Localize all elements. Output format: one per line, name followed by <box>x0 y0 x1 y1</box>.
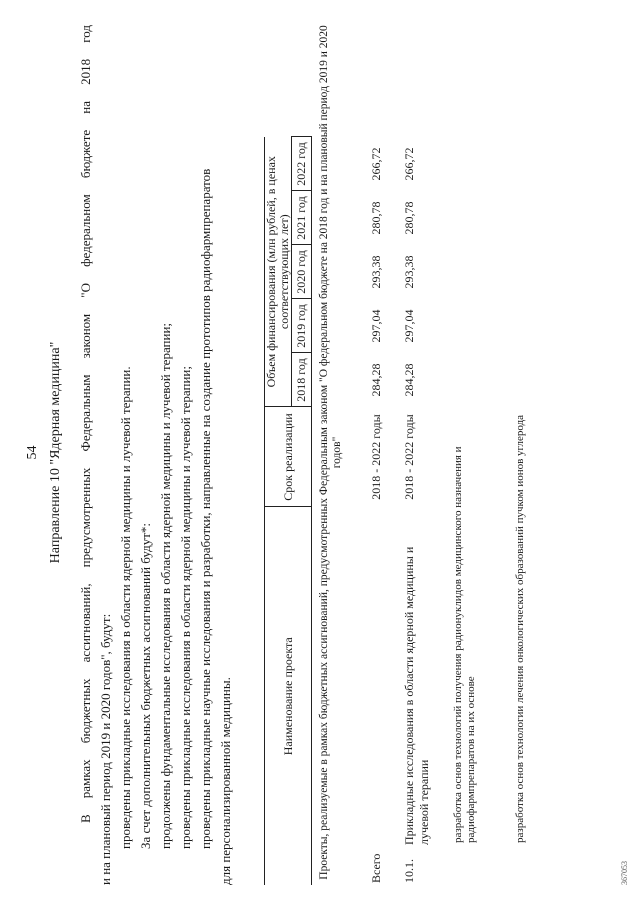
subitem-2: разработка основ технологии лечения онкологических образований пучком ионов углерода <box>514 414 526 843</box>
total-2021: 280,78 <box>368 201 383 235</box>
header-project-name: Наименование проекта <box>265 507 312 885</box>
intro-line-3: проведены прикладные исследования в области ядерной медицины и лучевой терапии. <box>118 366 133 849</box>
total-2020: 293,38 <box>368 255 383 289</box>
item-2018: 284,28 <box>402 363 416 397</box>
document-code: 367053 <box>620 861 629 885</box>
header-year-2018: 2018 год <box>292 353 312 407</box>
header-funding-group: Объем финансирования (млн рублей, в ценах соответствующих лет) <box>265 137 292 407</box>
header-year-2019: 2019 год <box>292 299 312 353</box>
item-2021: 280,78 <box>402 201 416 235</box>
total-2022: 266,72 <box>368 147 383 181</box>
header-year-2020: 2020 год <box>292 245 312 299</box>
intro-line-8: для персонализированной медицины. <box>218 677 233 885</box>
table-row-subitem <box>446 20 508 885</box>
total-2018: 284,28 <box>368 363 383 397</box>
item-2019: 297,04 <box>402 309 416 343</box>
header-year-2022: 2022 год <box>292 137 312 191</box>
item-2020: 293,38 <box>402 255 416 289</box>
intro-line-6: проведены прикладные исследования в области ядерной медицины и лучевой терапии; <box>178 366 193 849</box>
table-row-subitem <box>508 20 560 885</box>
intro-line-4: За счет дополнительных бюджетных ассигнований будут*: <box>138 523 153 849</box>
item-number: 10.1. <box>402 859 416 883</box>
total-period: 2018 - 2022 годы <box>368 414 383 500</box>
subitem-1: разработка основ технологий получения радионуклидов медицинского назначения и радиофармпрепаратов на их основе <box>452 446 477 843</box>
intro-text <box>76 25 236 885</box>
projects-caption: Проекты, реализуемые в рамках бюджетных ассигнований, предусмотренных Федеральным законом "О федеральном бюджете на 2018 год и на плановый период 2019 и 2020 годов" <box>318 25 343 880</box>
total-label: Всего <box>368 853 383 883</box>
intro-line-5: продолжены фундаментальные исследования в области ядерной медицины и лучевой терапии; <box>158 322 173 849</box>
item-2022: 266,72 <box>402 147 416 181</box>
item-period: 2018 - 2022 годы <box>402 414 416 500</box>
header-year-2021: 2021 год <box>292 191 312 245</box>
funding-table <box>264 20 560 885</box>
section-title: Направление 10 "Ядерная медицина" <box>48 341 63 564</box>
total-2019: 297,04 <box>368 309 383 343</box>
intro-line-7: проведены прикладные научные исследования и разработки, направленные на создание прототипов радиофармпрепаратов <box>198 168 213 849</box>
page-number: 54 <box>25 445 40 460</box>
intro-line-2: и на плановый период 2019 и 2020 годов", будут: <box>98 613 113 885</box>
item-name: Прикладные исследования в области ядерной медицины и лучевой терапии <box>402 546 431 845</box>
header-period: Срок реализации <box>265 407 312 507</box>
table-row-total <box>354 20 398 885</box>
intro-line-1: В рамках бюджетных ассигнований, предусмотренных Федеральным законом "О федеральном бюджете на 2018 год <box>78 25 93 823</box>
table-row-item <box>398 20 446 885</box>
